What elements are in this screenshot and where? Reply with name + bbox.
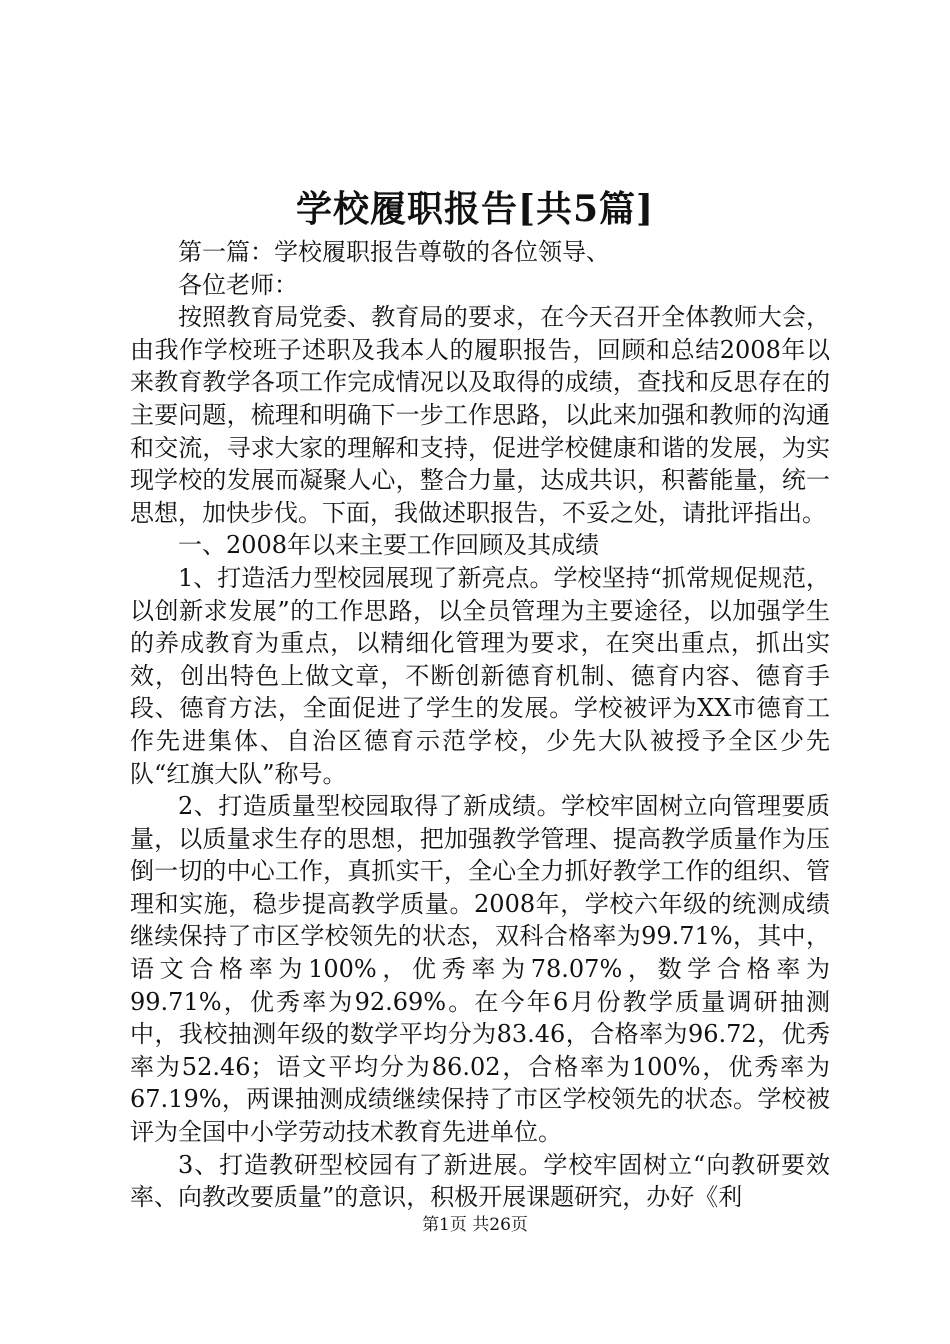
document-title: 学校履职报告[共5篇] [295, 188, 655, 230]
paragraph-item-2: 2、打造质量型校园取得了新成绩。学校牢固树立向管理要质量，以质量求生存的思想，把加强教学管理、提高教学质量作为压倒一切的中心工作，真抓实干，全心全力抓好教学工作的组织、管理和实施，稳步提高教学质量。2008年，学校六年级的统测成绩继续保持了市区学校领先的状态，双科合格率为99.71%，其中，语文合格率为100%，优秀率为78.07%，数学合格率为99.71%，优秀率为92.69%。在今年6月份教学质量调研抽测中，我校抽测年级的数学平均分为83.46，合格率为96.72，优秀率为52.46；语文平均分为86.02，合格率为100%，优秀率为67.19%，两课抽测成绩继续保持了市区学校领先的状态。学校被评为全国中小学劳动技术教育先进单位。 [130, 792, 830, 1147]
paragraph-salutation: 第一篇：学校履职报告尊敬的各位领导、 [178, 238, 610, 266]
paragraph-salutation-cont: 各位老师： [178, 270, 298, 299]
paragraph-item-3: 3、打造教研型校园有了新进展。学校牢固树立“向教研要效率、向教改要质量”的意识，积极开展课题研究，办好《利 [130, 1150, 830, 1212]
document-body [130, 236, 830, 1214]
paragraph-item-1: 1、打造活力型校园展现了新亮点。学校坚持“抓常规促规范，以创新求发展”的工作思路，以全员管理为主要途径，以加强学生的养成教育为重点，以精细化管理为要求，在突出重点，抓出实效，创出特色上做文章，不断创新德育机制、德育内容、德育手段、德育方法，全面促进了学生的发展。学校被评为XX市德育工作先进集体、自治区德育示范学校，少先大队被授予全区少先队“红旗大队”称号。 [130, 563, 830, 788]
section-heading: 一、2008年以来主要工作回顾及其成绩 [178, 531, 600, 560]
paragraph-intro: 按照教育局党委、教育局的要求，在今天召开全体教师大会，由我作学校班子述职及我本人的履职报告，回顾和总结2008年以来教育教学各项工作完成情况以及取得的成绩，查找和反思存在的主要问题，梳理和明确下一步工作思路，以此来加强和教师的沟通和交流，寻求大家的理解和支持，促进学校健康和谐的发展，为实现学校的发展而凝聚人心，整合力量，达成共识，积蓄能量，统一思想，加快步伐。下面，我做述职报告，不妥之处，请批评指出。 [130, 303, 830, 527]
page-footer: 第1页 共26页 [422, 1215, 528, 1235]
